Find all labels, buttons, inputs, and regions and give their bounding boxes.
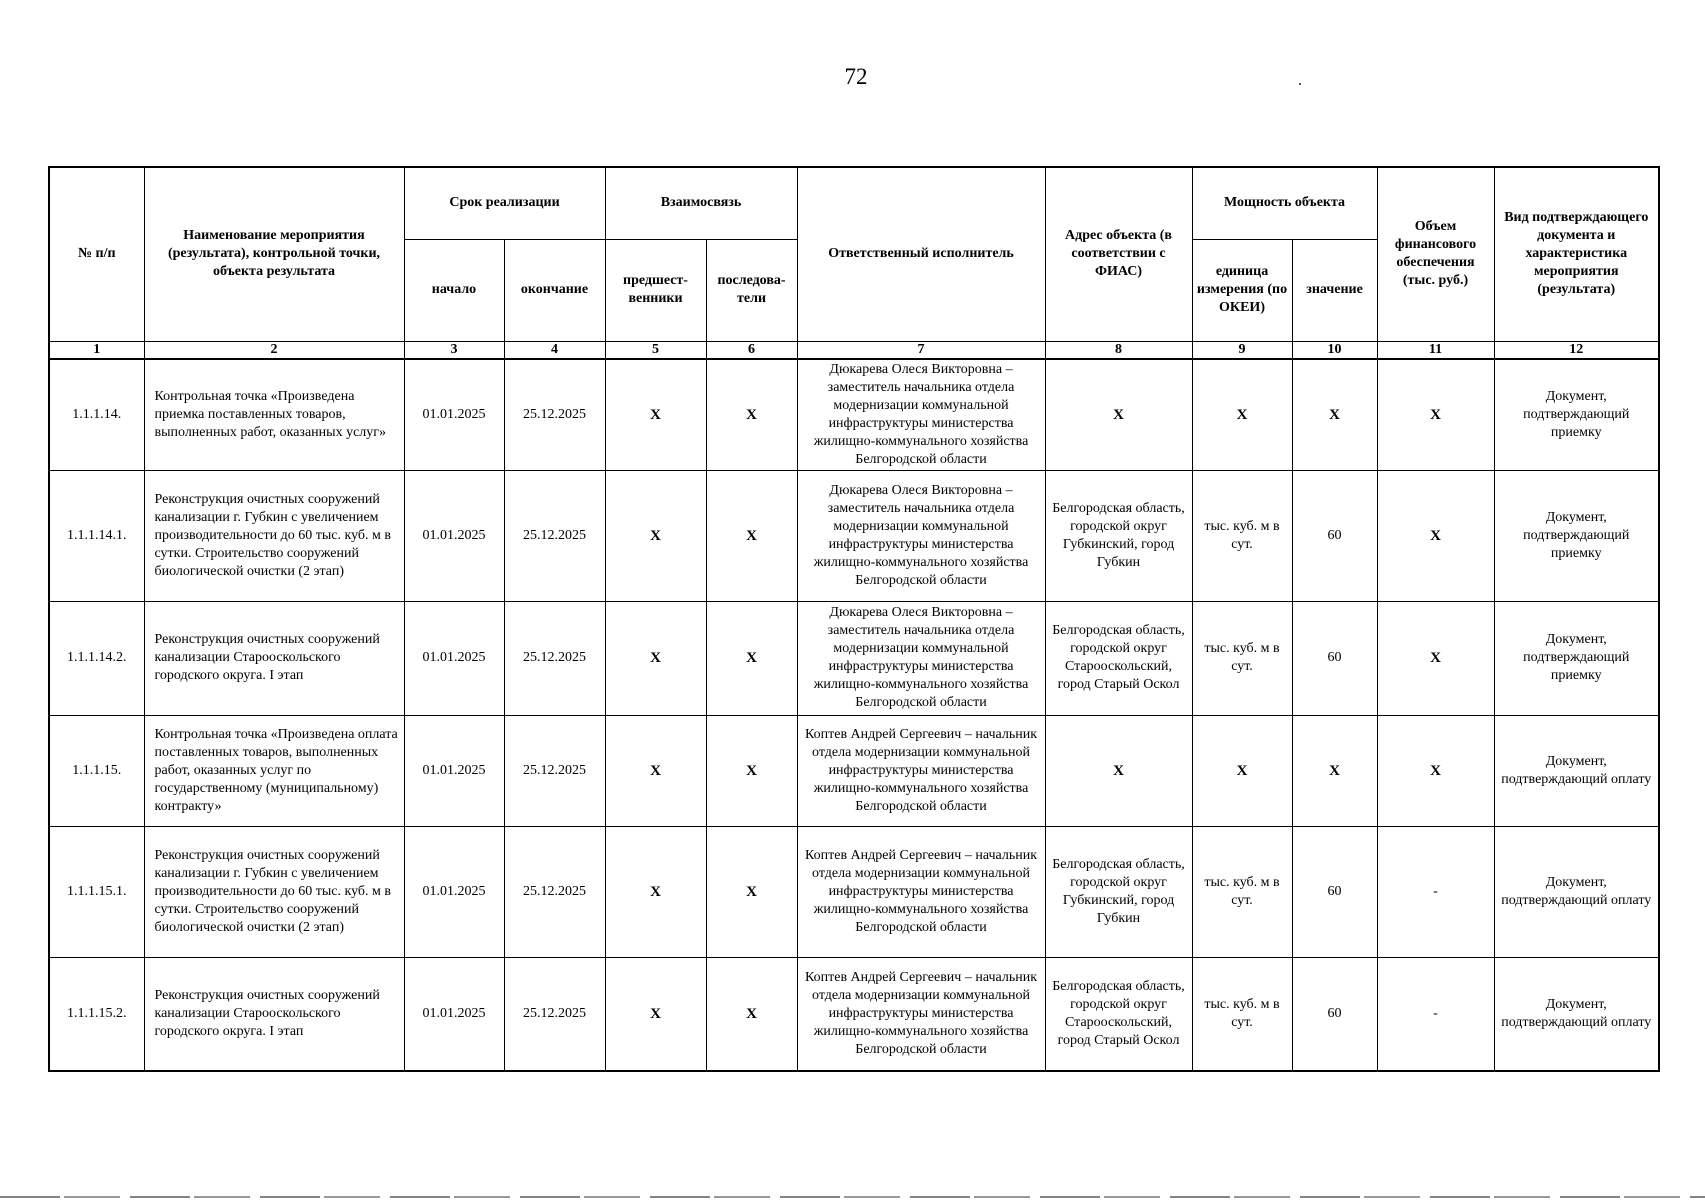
- column-number: 3: [404, 341, 504, 359]
- row-start: 01.01.2025: [404, 715, 504, 826]
- table-row: [49, 601, 1659, 715]
- row-end: 25.12.2025: [504, 826, 605, 957]
- row-end: 25.12.2025: [504, 957, 605, 1071]
- row-address: Белгородская область, городской округ Губкинский, город Губкин: [1045, 826, 1192, 957]
- row-name: Контрольная точка «Произведена оплата поставленных товаров, выполненных работ, оказанных услуг по государственному (муниципальному) контракту»: [144, 715, 404, 826]
- activities-table: [48, 166, 1660, 1072]
- header-responsible: Ответственный исполнитель: [797, 167, 1045, 341]
- row-finance: X: [1377, 715, 1494, 826]
- row-unit: тыс. куб. м в сут.: [1192, 601, 1292, 715]
- row-responsible: Дюкарева Олеся Викторовна – заместитель начальника отдела модернизации коммунальной инфраструктуры министерства жилищно-коммунального хозяйства Белгородской области: [797, 359, 1045, 471]
- row-num: 1.1.1.15.1.: [49, 826, 144, 957]
- row-doc: Документ, подтверждающий оплату: [1494, 826, 1659, 957]
- row-end: 25.12.2025: [504, 601, 605, 715]
- column-number: 7: [797, 341, 1045, 359]
- column-number: 1: [49, 341, 144, 359]
- row-num: 1.1.1.14.: [49, 359, 144, 471]
- row-start: 01.01.2025: [404, 359, 504, 471]
- row-value: X: [1292, 715, 1377, 826]
- column-number: 6: [706, 341, 797, 359]
- row-next: X: [706, 957, 797, 1071]
- column-number: 9: [1192, 341, 1292, 359]
- header-row-1: [49, 167, 1659, 239]
- row-name: Реконструкция очистных сооружений канализации г. Губкин с увеличением производительности до 60 тыс. куб. м в сутки. Строительство сооружений биологической очистки (2 этап): [144, 470, 404, 601]
- header-link-prev: предшест-венники: [605, 239, 706, 341]
- header-name: Наименование мероприятия (результата), контрольной точки, объекта результата: [144, 167, 404, 341]
- row-responsible: Коптев Андрей Сергеевич – начальник отдела модернизации коммунальной инфраструктуры министерства жилищно-коммунального хозяйства Белгородской области: [797, 826, 1045, 957]
- column-number-row: [49, 341, 1659, 359]
- header-doc: Вид подтверждающего документа и характеристика мероприятия (результата): [1494, 167, 1659, 341]
- column-number: 11: [1377, 341, 1494, 359]
- header-capacity-value: значение: [1292, 239, 1377, 341]
- row-next: X: [706, 601, 797, 715]
- row-unit: тыс. куб. м в сут.: [1192, 826, 1292, 957]
- row-num: 1.1.1.14.1.: [49, 470, 144, 601]
- row-finance: X: [1377, 601, 1494, 715]
- row-start: 01.01.2025: [404, 957, 504, 1071]
- row-doc: Документ, подтверждающий приемку: [1494, 601, 1659, 715]
- row-end: 25.12.2025: [504, 715, 605, 826]
- row-unit: тыс. куб. м в сут.: [1192, 957, 1292, 1071]
- row-doc: Документ, подтверждающий приемку: [1494, 359, 1659, 471]
- header-finance: Объем финансового обеспечения (тыс. руб.): [1377, 167, 1494, 341]
- row-end: 25.12.2025: [504, 359, 605, 471]
- row-value: X: [1292, 359, 1377, 471]
- row-prev: X: [605, 601, 706, 715]
- row-unit: X: [1192, 359, 1292, 471]
- table-row: [49, 826, 1659, 957]
- header-term: Срок реализации: [404, 167, 605, 239]
- row-start: 01.01.2025: [404, 601, 504, 715]
- row-responsible: Коптев Андрей Сергеевич – начальник отдела модернизации коммунальной инфраструктуры министерства жилищно-коммунального хозяйства Белгородской области: [797, 715, 1045, 826]
- row-finance: X: [1377, 470, 1494, 601]
- header-term-end: окончание: [504, 239, 605, 341]
- row-name: Реконструкция очистных сооружений канализации Старооскольского городского округа. I этап: [144, 601, 404, 715]
- header-link-next: последова-тели: [706, 239, 797, 341]
- header-num: № п/п: [49, 167, 144, 341]
- row-value: 60: [1292, 601, 1377, 715]
- row-prev: X: [605, 470, 706, 601]
- row-value: 60: [1292, 470, 1377, 601]
- row-address: X: [1045, 359, 1192, 471]
- row-name: Реконструкция очистных сооружений канализации г. Губкин с увеличением производительности до 60 тыс. куб. м в сутки. Строительство сооружений биологической очистки (2 этап): [144, 826, 404, 957]
- row-next: X: [706, 715, 797, 826]
- row-address: X: [1045, 715, 1192, 826]
- row-unit: X: [1192, 715, 1292, 826]
- row-finance: -: [1377, 957, 1494, 1071]
- row-num: 1.1.1.14.2.: [49, 601, 144, 715]
- row-name: Контрольная точка «Произведена приемка поставленных товаров, выполненных работ, оказанных услуг»: [144, 359, 404, 471]
- row-next: X: [706, 359, 797, 471]
- row-num: 1.1.1.15.: [49, 715, 144, 826]
- header-term-start: начало: [404, 239, 504, 341]
- row-prev: X: [605, 359, 706, 471]
- table-row: [49, 359, 1659, 471]
- row-value: 60: [1292, 957, 1377, 1071]
- column-number: 2: [144, 341, 404, 359]
- scan-edge-line: [0, 1196, 1705, 1198]
- row-doc: Документ, подтверждающий приемку: [1494, 470, 1659, 601]
- row-start: 01.01.2025: [404, 470, 504, 601]
- row-next: X: [706, 470, 797, 601]
- row-prev: X: [605, 957, 706, 1071]
- column-number: 5: [605, 341, 706, 359]
- header-capacity-unit: единица измерения (по ОКЕИ): [1192, 239, 1292, 341]
- header-address: Адрес объекта (в соответствии с ФИАС): [1045, 167, 1192, 341]
- row-responsible: Дюкарева Олеся Викторовна – заместитель начальника отдела модернизации коммунальной инфраструктуры министерства жилищно-коммунального хозяйства Белгородской области: [797, 470, 1045, 601]
- table-row: [49, 715, 1659, 826]
- row-name: Реконструкция очистных сооружений канализации Старооскольского городского округа. I этап: [144, 957, 404, 1071]
- table-row: [49, 957, 1659, 1071]
- row-address: Белгородская область, городской округ Губкинский, город Губкин: [1045, 470, 1192, 601]
- row-responsible: Коптев Андрей Сергеевич – начальник отдела модернизации коммунальной инфраструктуры министерства жилищно-коммунального хозяйства Белгородской области: [797, 957, 1045, 1071]
- column-number: 10: [1292, 341, 1377, 359]
- row-address: Белгородская область, городской округ Старооскольский, город Старый Оскол: [1045, 957, 1192, 1071]
- row-finance: -: [1377, 826, 1494, 957]
- page-number: 72: [844, 64, 868, 89]
- row-prev: X: [605, 826, 706, 957]
- header-capacity: Мощность объекта: [1192, 167, 1377, 239]
- row-prev: X: [605, 715, 706, 826]
- row-next: X: [706, 826, 797, 957]
- row-num: 1.1.1.15.2.: [49, 957, 144, 1071]
- row-unit: тыс. куб. м в сут.: [1192, 470, 1292, 601]
- header-link: Взаимосвязь: [605, 167, 797, 239]
- row-doc: Документ, подтверждающий оплату: [1494, 715, 1659, 826]
- row-value: 60: [1292, 826, 1377, 957]
- row-end: 25.12.2025: [504, 470, 605, 601]
- column-number: 8: [1045, 341, 1192, 359]
- row-address: Белгородская область, городской округ Старооскольский, город Старый Оскол: [1045, 601, 1192, 715]
- row-start: 01.01.2025: [404, 826, 504, 957]
- row-doc: Документ, подтверждающий оплату: [1494, 957, 1659, 1071]
- table-row: [49, 470, 1659, 601]
- column-number: 4: [504, 341, 605, 359]
- row-finance: X: [1377, 359, 1494, 471]
- scan-speck: [1299, 83, 1301, 85]
- row-responsible: Дюкарева Олеся Викторовна – заместитель начальника отдела модернизации коммунальной инфраструктуры министерства жилищно-коммунального хозяйства Белгородской области: [797, 601, 1045, 715]
- column-number: 12: [1494, 341, 1659, 359]
